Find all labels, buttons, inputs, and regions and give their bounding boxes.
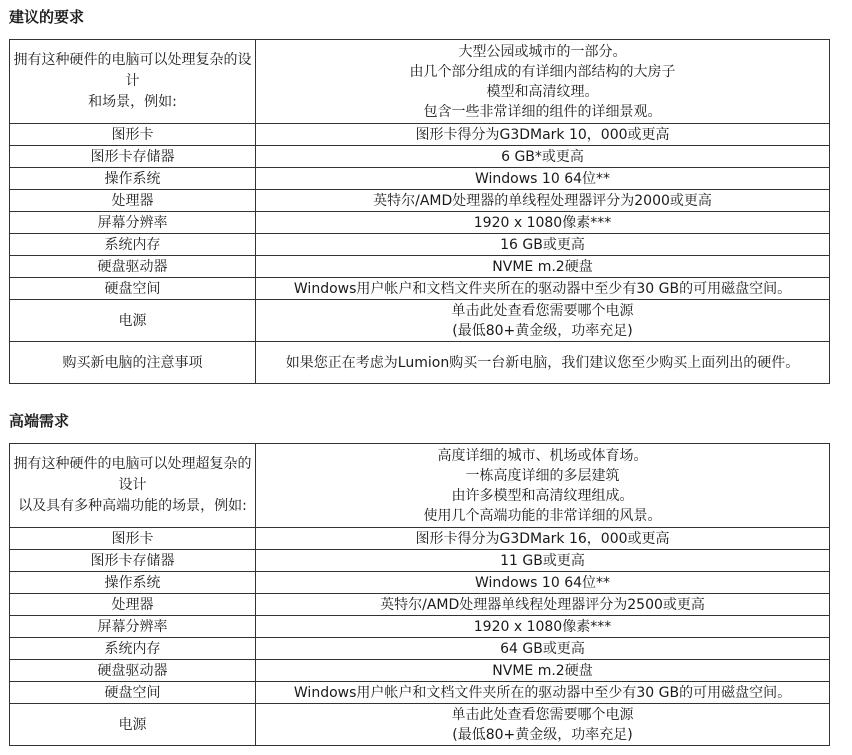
high-end-requirements-table [9,443,830,746]
row-label: 处理器 [10,190,256,212]
table-row [10,704,830,746]
table-row [10,444,830,528]
row-value: 16 GB或更高 [256,234,830,256]
table-row [10,342,830,384]
row-value: 11 GB或更高 [256,550,830,572]
row-value: 高度详细的城市、机场或体育场。 一栋高度详细的多层建筑 由许多模型和高清纹理组成。 使用几个高端功能的非常详细的风景。 [256,444,830,528]
row-label: 操作系统 [10,168,256,190]
row-label: 拥有这种硬件的电脑可以处理复杂的设计 和场景，例如: [10,40,256,124]
table-row [10,300,830,342]
row-label: 硬盘空间 [10,682,256,704]
recommended-requirements-title: 建议的要求 [9,8,85,26]
table-row [10,234,830,256]
row-value: Windows用户帐户和文档文件夹所在的驱动器中至少有30 GB的可用磁盘空间。 [256,278,830,300]
table-row [10,168,830,190]
row-label: 硬盘空间 [10,278,256,300]
row-label: 屏幕分辨率 [10,616,256,638]
row-label: 图形卡存储器 [10,550,256,572]
row-label: 图形卡存储器 [10,146,256,168]
row-value: 单击此处查看您需要哪个电源 (最低80+黄金级，功率充足) [256,300,830,342]
row-label: 购买新电脑的注意事项 [10,342,256,384]
row-value: 单击此处查看您需要哪个电源 (最低80+黄金级，功率充足) [256,704,830,746]
table-row [10,528,830,550]
row-value: Windows 10 64位** [256,168,830,190]
row-label: 系统内存 [10,234,256,256]
row-value: 1920 x 1080像素*** [256,616,830,638]
row-label: 处理器 [10,594,256,616]
row-value: NVME m.2硬盘 [256,660,830,682]
table-row [10,660,830,682]
table-row [10,146,830,168]
row-value: 如果您正在考虑为Lumion购买一台新电脑，我们建议您至少购买上面列出的硬件。 [256,342,830,384]
row-value: 大型公园或城市的一部分。 由几个部分组成的有详细内部结构的大房子 模型和高清纹理。 包含一些非常详细的组件的详细景观。 [256,40,830,124]
row-value: Windows用户帐户和文档文件夹所在的驱动器中至少有30 GB的可用磁盘空间。 [256,682,830,704]
table-row [10,278,830,300]
row-label: 图形卡 [10,528,256,550]
row-value: NVME m.2硬盘 [256,256,830,278]
table-row [10,40,830,124]
row-value: 英特尔/AMD处理器的单线程处理器评分为2000或更高 [256,190,830,212]
row-label: 操作系统 [10,572,256,594]
row-label: 屏幕分辨率 [10,212,256,234]
high-end-requirements-title: 高端需求 [9,412,70,430]
table-row [10,682,830,704]
table-row [10,572,830,594]
table-row [10,594,830,616]
row-label: 电源 [10,704,256,746]
row-label: 系统内存 [10,638,256,660]
table-row [10,616,830,638]
row-label: 硬盘驱动器 [10,256,256,278]
row-value: 1920 x 1080像素*** [256,212,830,234]
table-row [10,124,830,146]
row-value: 6 GB*或更高 [256,146,830,168]
table-row [10,256,830,278]
row-label: 电源 [10,300,256,342]
row-value: 图形卡得分为G3DMark 16，000或更高 [256,528,830,550]
row-label: 拥有这种硬件的电脑可以处理超复杂的设计 以及具有多种高端功能的场景，例如: [10,444,256,528]
table-row [10,190,830,212]
recommended-requirements-table [9,39,830,384]
row-label: 图形卡 [10,124,256,146]
row-value: 英特尔/AMD处理器单线程处理器评分为2500或更高 [256,594,830,616]
row-value: Windows 10 64位** [256,572,830,594]
row-value: 图形卡得分为G3DMark 10，000或更高 [256,124,830,146]
table-row [10,638,830,660]
row-label: 硬盘驱动器 [10,660,256,682]
row-value: 64 GB或更高 [256,638,830,660]
table-row [10,212,830,234]
table-row [10,550,830,572]
